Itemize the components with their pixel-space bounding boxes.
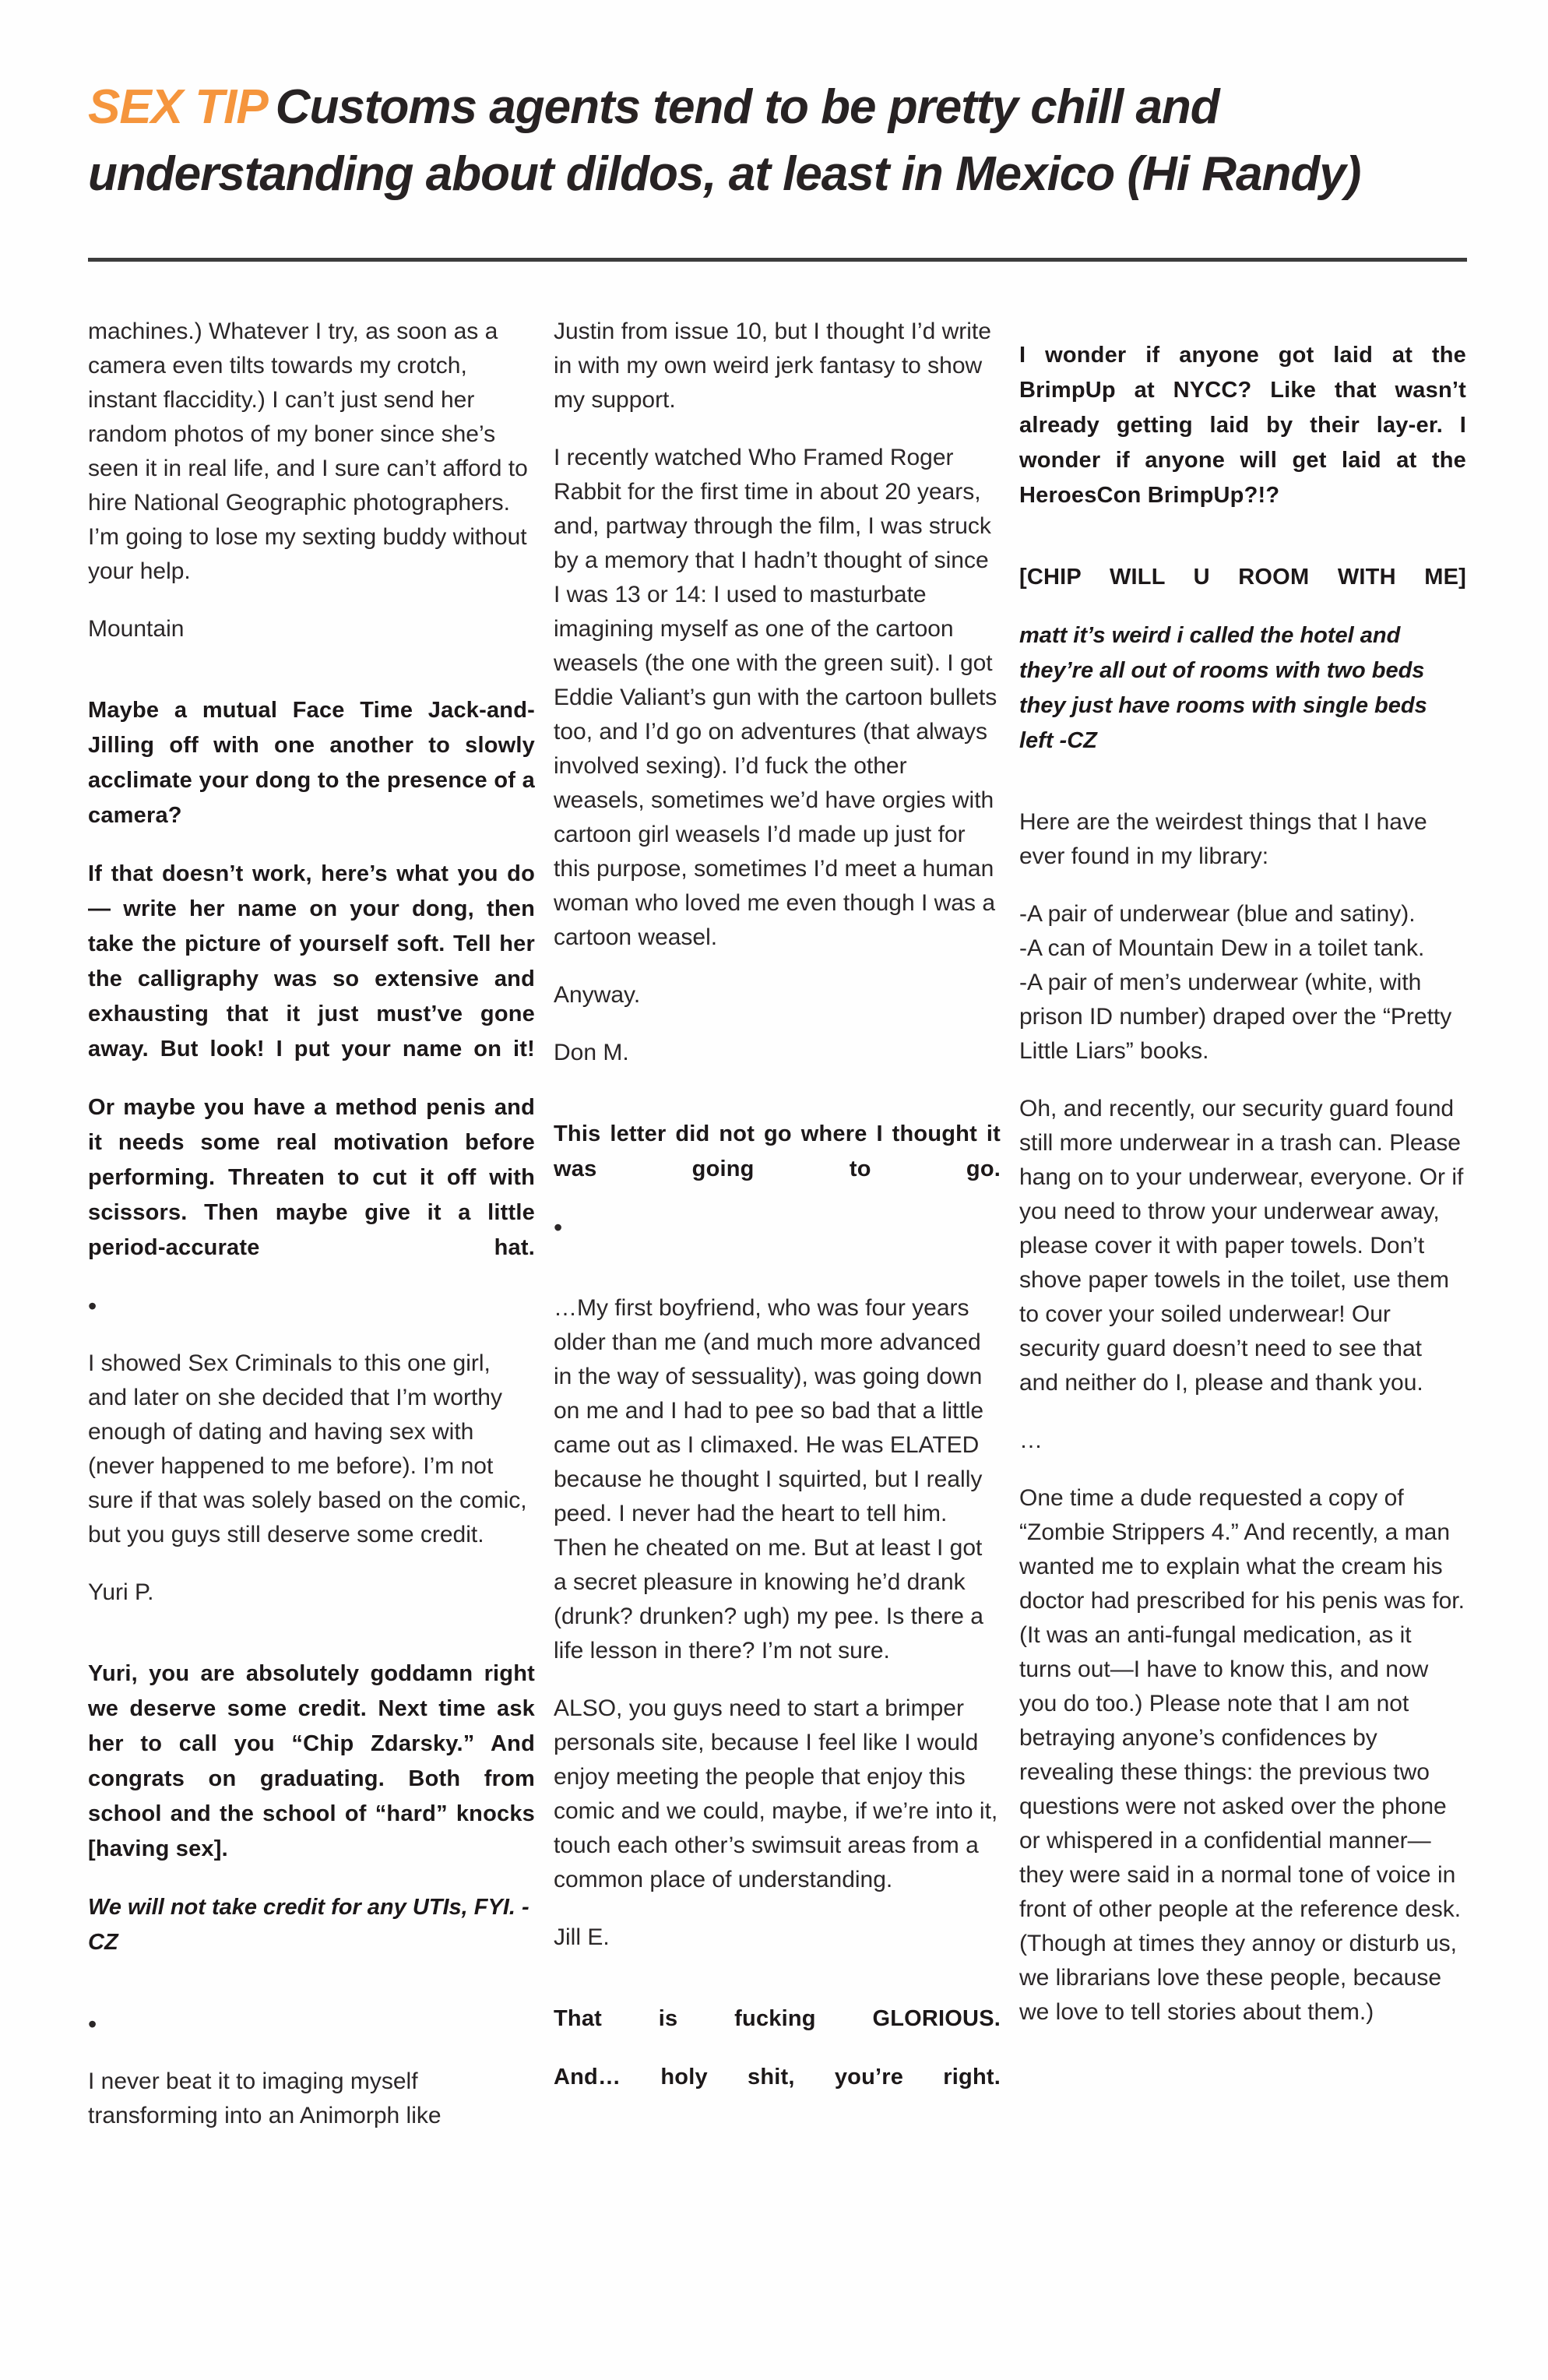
- letter-paragraph: Yuri P.: [88, 1579, 154, 1605]
- letter-paragraph: Don M.: [554, 1040, 629, 1065]
- letter-paragraph: We will not take credit for any UTIs, FYI. -CZ: [88, 1895, 529, 1955]
- letter-paragraph: Mountain: [88, 616, 185, 642]
- letter-paragraph: Justin from issue 10, but I thought I’d write in with my own weird jerk fantasy to show my support.: [554, 319, 991, 413]
- column-right: [1019, 315, 1466, 2030]
- letter-paragraph: I recently watched Who Framed Roger Rabbit for the first time in about 20 years, and, partway through the film, I was struck by a memory that I hadn’t thought of since I was 13 or 14: I used to masturbate imagining myself as one of the cartoon weasels (the one with the green suit). I got Eddie Valiant’s gun with the cartoon bullets too, and I’d go on adventures (that always involved sexing). I’d fuck the other weasels, sometimes we’d have orgies with cartoon girl weasels I’d made up just for this purpose, sometimes I’d meet a human woman who loved me even though I was a cartoon weasel.: [554, 445, 997, 950]
- letter-paragraph: -A pair of men’s underwear (white, with prison ID number) draped over the “Pretty Little Liars” books.: [1019, 970, 1452, 1064]
- divider-rule: [88, 258, 1467, 262]
- bullet-separator: •: [88, 1292, 97, 1320]
- letter-paragraph: And… holy shit, you’re right.: [554, 2065, 1001, 2090]
- letter-paragraph: Anyway.: [554, 982, 641, 1008]
- page-title-text: Customs agents tend to be pretty chill and understanding about dildos, at least in Mexico (Hi Randy): [88, 80, 1361, 201]
- letter-paragraph: I wonder if anyone got laid at the BrimpUp at NYCC? Like that wasn’t already getting laid by their lay-er. I wonder if anyone will get laid at the HeroesCon BrimpUp?!?: [1019, 343, 1466, 508]
- letter-paragraph: I showed Sex Criminals to this one girl, and later on she decided that I’m worthy enough of dating and having sex with (never happened to me before). I’m not sure if that was solely based on the comic, but you guys still deserve some credit.: [88, 1350, 527, 1547]
- letter-paragraph: One time a dude requested a copy of “Zombie Strippers 4.” And recently, a man wanted me to explain what the cream his doctor had prescribed for his penis was for. (It was an anti-fungal medication, as it turns out—I have to know this, and now you do too.) Please note that I am not betraying anyone’s confidences by revealing these things: the previous two questions were not asked over the phone or whispered in a confidential manner—they were said in a normal tone of voice in front of other people at the reference desk. (Though at times they annoy or disturb us, we librarians love these people, because we love to tell stories about them.): [1019, 1485, 1465, 2025]
- sex-tip-label: SEX TIP: [88, 80, 268, 134]
- letter-paragraph: Oh, and recently, our security guard found still more underwear in a trash can. Please hang on to your underwear, everyone. Or if you need to throw your underwear away, please cover it with paper towels. Don’t shove paper towels in the toilet, use them to cover your soiled underwear! Our security guard doesn’t need to see that and neither do I, please and thank you.: [1019, 1096, 1464, 1396]
- letter-paragraph: That is fucking GLORIOUS.: [554, 2006, 1001, 2031]
- letter-paragraph: -A pair of underwear (blue and satiny).: [1019, 901, 1416, 927]
- column-middle: [554, 315, 1001, 2095]
- letter-paragraph: I never beat it to imaging myself transforming into an Animorph like: [88, 2068, 442, 2128]
- page-header: [88, 74, 1467, 208]
- letter-paragraph: -A can of Mountain Dew in a toilet tank.: [1019, 935, 1425, 961]
- letter-paragraph: If that doesn’t work, here’s what you do — write her name on your dong, then take the picture of yourself soft. Tell her the calligraphy was so extensive and exhausting that it just must’ve gone away. But look! I put your name on it!: [88, 861, 535, 1061]
- letter-paragraph: ALSO, you guys need to start a brimper personals site, because I feel like I would enjoy meeting the people that enjoy this comic and we could, maybe, if we’re into it, touch each other’s swimsuit areas from a common place of understanding.: [554, 1695, 998, 1892]
- bullet-separator: •: [88, 2010, 97, 2038]
- letter-paragraph: Here are the weirdest things that I have ever found in my library:: [1019, 809, 1427, 869]
- letter-paragraph: …My first boyfriend, who was four years older than me (and much more advanced in the way of sessuality), was going down on me and I had to pee so bad that a little came out as I climaxed. He was ELATED because he thought I squirted, but I really peed. I never had the heart to tell him. Then he cheated on me. But at least I got a secret pleasure in knowing he’d drank (drunk? drunken? ugh) my pee. Is there a life lesson in there? I’m not sure.: [554, 1295, 984, 1664]
- page-title: [88, 74, 1458, 208]
- letter-paragraph: [CHIP WILL U ROOM WITH ME]: [1019, 565, 1466, 590]
- letter-paragraph: This letter did not go where I thought it was going to go.: [554, 1121, 1001, 1181]
- bullet-separator: •: [554, 1213, 563, 1241]
- letter-paragraph: Or maybe you have a method penis and it needs some real motivation before performing. Threaten to cut it off with scissors. Then maybe give it a little period-accurate hat.: [88, 1095, 535, 1260]
- ellipsis-separator: …: [1019, 1428, 1044, 1453]
- letter-paragraph: matt it’s weird i called the hotel and they’re all out of rooms with two beds they just have rooms with single beds left -CZ: [1019, 623, 1427, 753]
- letter-paragraph: Maybe a mutual Face Time Jack-and-Jilling off with one another to slowly acclimate your dong to the presence of a camera?: [88, 698, 535, 828]
- letter-paragraph: Jill E.: [554, 1924, 610, 1950]
- letter-paragraph: machines.) Whatever I try, as soon as a camera even tilts towards my crotch, instant flaccidity.) I can’t just send her random photos of my boner since she’s seen it in real life, and I sure can’t afford to hire National Geographic photographers. I’m going to lose my sexting buddy without your help.: [88, 319, 528, 584]
- column-left: [88, 315, 535, 2133]
- letters-columns: [88, 315, 1467, 2133]
- letter-paragraph: Yuri, you are absolutely goddamn right we deserve some credit. Next time ask her to call you “Chip Zdarsky.” And congrats on graduating. Both from school and the school of “hard” knocks [having sex].: [88, 1661, 535, 1861]
